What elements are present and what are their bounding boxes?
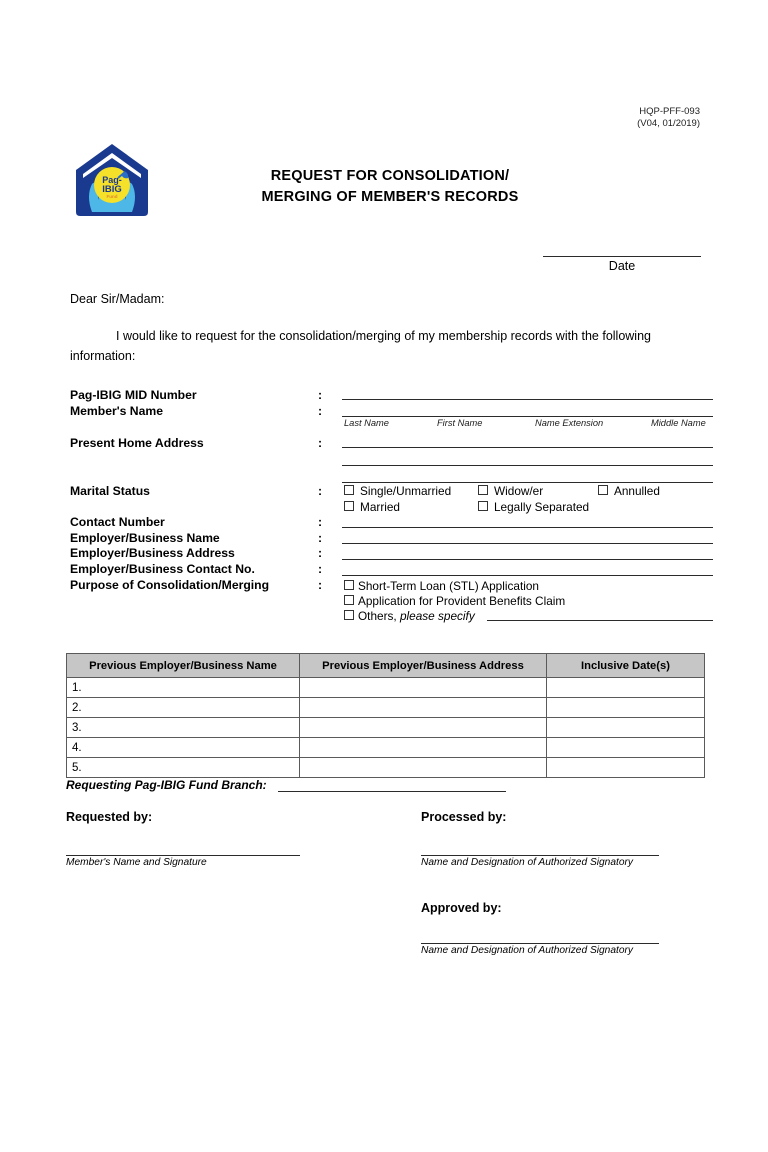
table-row[interactable] — [67, 678, 705, 698]
cell-inclusive-dates[interactable] — [547, 678, 705, 698]
label-requesting-branch: Requesting Pag-IBIG Fund Branch: — [66, 778, 267, 792]
checkbox-icon[interactable] — [344, 595, 354, 605]
row-number: 5. — [67, 758, 300, 778]
input-others-specify[interactable] — [487, 620, 713, 621]
colon-marital-status: : — [318, 484, 323, 498]
colon-contact-number: : — [318, 515, 323, 529]
colon-employer-name: : — [318, 531, 323, 545]
checkbox-married[interactable] — [344, 500, 400, 514]
checkbox-icon[interactable] — [478, 485, 488, 495]
checkbox-label: Legally Separated — [494, 500, 590, 514]
row-number: 2. — [67, 698, 300, 718]
table-header-employer-name: Previous Employer/Business Name — [67, 654, 300, 678]
logo-text-line3: Fund — [106, 194, 118, 199]
pag-ibig-logo-svg — [72, 140, 152, 220]
table-row[interactable] — [67, 718, 705, 738]
input-mid-number[interactable] — [342, 399, 713, 400]
checkbox-provident-benefits-claim[interactable] — [344, 594, 565, 608]
checkbox-icon[interactable] — [344, 580, 354, 590]
cell-employer-address[interactable] — [300, 758, 547, 778]
checkbox-label: Married — [360, 500, 400, 514]
table-header-row — [67, 654, 705, 678]
cell-inclusive-dates[interactable] — [547, 698, 705, 718]
approved-by-heading: Approved by: — [421, 901, 502, 915]
label-members-name: Member's Name — [70, 404, 163, 418]
processed-by-signature-line[interactable] — [421, 855, 659, 856]
input-present-home-address-2[interactable] — [342, 465, 713, 466]
checkbox-widower[interactable] — [478, 484, 543, 498]
form-code: HQP-PFF-093 — [639, 106, 700, 117]
checkbox-short-term-loan[interactable] — [344, 579, 539, 593]
title-line-2: MERGING OF MEMBER'S RECORDS — [261, 189, 519, 205]
checkbox-single-unmarried[interactable] — [344, 484, 451, 498]
label-mid-number: Pag-IBIG MID Number — [70, 388, 197, 402]
requested-by-caption: Member's Name and Signature — [66, 857, 207, 868]
colon-mid-number: : — [318, 388, 323, 402]
requested-by-heading: Requested by: — [66, 810, 153, 824]
colon-purpose: : — [318, 578, 323, 592]
table-row[interactable] — [67, 738, 705, 758]
sublabel-middle-name: Middle Name — [651, 418, 706, 428]
label-employer-name: Employer/Business Name — [70, 531, 220, 545]
input-contact-number[interactable] — [342, 527, 713, 528]
approved-by-caption: Name and Designation of Authorized Signatory — [421, 945, 633, 956]
colon-members-name: : — [318, 404, 323, 418]
cell-employer-address[interactable] — [300, 698, 547, 718]
label-present-home-address: Present Home Address — [70, 436, 204, 450]
label-employer-address: Employer/Business Address — [70, 546, 235, 560]
checkbox-label: Single/Unmarried — [360, 484, 452, 498]
row-number: 4. — [67, 738, 300, 758]
cell-inclusive-dates[interactable] — [547, 738, 705, 758]
requested-by-signature-line[interactable] — [66, 855, 300, 856]
others-prefix: Others, — [358, 609, 397, 623]
date-input-line[interactable] — [543, 256, 701, 257]
sublabel-last-name: Last Name — [344, 418, 389, 428]
checkbox-icon[interactable] — [478, 501, 488, 511]
table-header-employer-address: Previous Employer/Business Address — [300, 654, 547, 678]
checkbox-label: Widow/er — [494, 484, 544, 498]
input-requesting-branch[interactable] — [278, 791, 506, 792]
approved-by-signature-line[interactable] — [421, 943, 659, 944]
processed-by-heading: Processed by: — [421, 810, 507, 824]
input-employer-contact[interactable] — [342, 575, 713, 576]
label-contact-number: Contact Number — [70, 515, 165, 529]
input-present-home-address-3[interactable] — [342, 482, 713, 483]
cell-inclusive-dates[interactable] — [547, 718, 705, 738]
checkbox-legally-separated[interactable] — [478, 500, 589, 514]
checkbox-icon[interactable] — [344, 610, 354, 620]
sublabel-name-extension: Name Extension — [535, 418, 604, 428]
input-members-name[interactable] — [342, 416, 713, 417]
checkbox-label: Application for Provident Benefits Claim — [358, 594, 566, 608]
logo-text-line1: Pag- — [102, 175, 122, 185]
previous-employers-table — [66, 653, 705, 778]
table-row[interactable] — [67, 758, 705, 778]
colon-employer-address: : — [318, 546, 323, 560]
checkbox-label: Short-Term Loan (STL) Application — [358, 579, 539, 593]
label-marital-status: Marital Status — [70, 484, 150, 498]
salutation: Dear Sir/Madam: — [70, 292, 165, 306]
colon-present-home-address: : — [318, 436, 323, 450]
input-employer-name[interactable] — [342, 543, 713, 544]
cell-employer-address[interactable] — [300, 678, 547, 698]
colon-employer-contact: : — [318, 562, 323, 576]
row-number: 3. — [67, 718, 300, 738]
checkbox-icon[interactable] — [598, 485, 608, 495]
checkbox-icon[interactable] — [344, 485, 354, 495]
input-employer-address[interactable] — [342, 559, 713, 560]
form-code-block — [637, 106, 700, 130]
others-please-specify: please specify — [399, 609, 475, 623]
input-present-home-address-1[interactable] — [342, 447, 713, 448]
table-row[interactable] — [67, 698, 705, 718]
cell-employer-address[interactable] — [300, 738, 547, 758]
pag-ibig-logo-icon — [72, 140, 152, 220]
title-line-1: REQUEST FOR CONSOLIDATION/ — [270, 168, 510, 184]
checkbox-others[interactable] — [344, 609, 475, 623]
cell-inclusive-dates[interactable] — [547, 758, 705, 778]
form-version: (V04, 01/2019) — [637, 118, 700, 129]
row-number: 1. — [67, 678, 300, 698]
table-header-inclusive-dates: Inclusive Date(s) — [547, 654, 705, 678]
label-employer-contact: Employer/Business Contact No. — [70, 562, 255, 576]
logo-text-line2: IBIG — [102, 184, 122, 195]
page-title — [180, 166, 600, 208]
checkbox-label: Annulled — [614, 484, 660, 498]
sublabel-first-name: First Name — [437, 418, 483, 428]
checkbox-annulled[interactable] — [598, 484, 660, 498]
date-label: Date — [608, 259, 636, 273]
label-purpose: Purpose of Consolidation/Merging — [70, 578, 270, 592]
intro-paragraph: I would like to request for the consolidation/merging of my membership records with the following information: — [70, 329, 651, 363]
processed-by-caption: Name and Designation of Authorized Signatory — [421, 857, 633, 868]
cell-employer-address[interactable] — [300, 718, 547, 738]
checkbox-icon[interactable] — [344, 501, 354, 511]
